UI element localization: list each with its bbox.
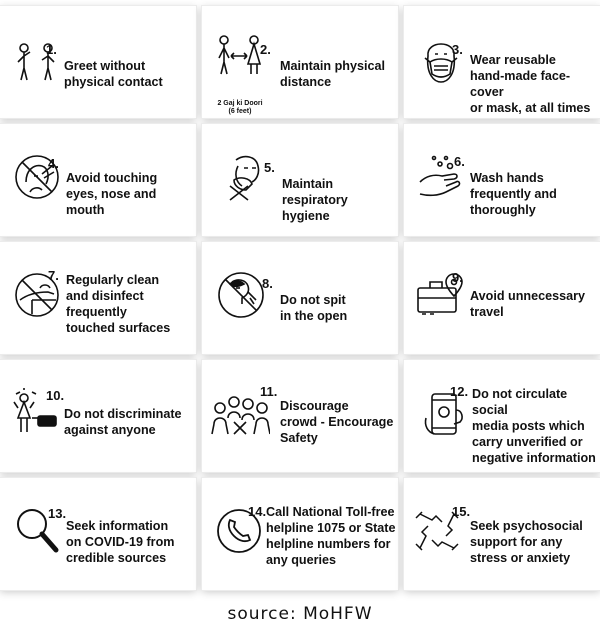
distance-note: 2 Gaj ki Doori (6 feet) [217,100,263,115]
tip-number: 4. [48,156,59,171]
tip-text: Call National Toll-free helpline 1075 or State helpline numbers for any queries [266,505,396,567]
tip-text: Regularly clean and disinfect frequently touched surfaces [66,273,171,335]
tip-number: 3. [452,42,463,57]
tip-card-2 [202,6,398,118]
tip-card-8 [202,242,398,354]
tip-text: Maintain respiratory hygiene [282,177,348,223]
tip-number: 5. [264,160,275,175]
tip-text: Wear reusable hand-made face-cover or mask, at all times [470,53,591,115]
tip-text: Avoid touching eyes, nose and mouth [66,171,158,217]
tip-card-1 [0,6,196,118]
tip-number: 12. [450,384,469,399]
tip-card-5 [202,124,398,236]
tip-text: Do not spit in the open [280,293,348,323]
tip-text: Discourage crowd - Encourage Safety [280,399,394,445]
tip-text: Do not circulate social media posts which carry unverified or negative information [472,387,596,465]
distance-icon [214,32,264,88]
source-caption: source: MoHFW [227,604,373,624]
tip-card-10 [0,360,196,472]
tip-text: Wash hands frequently and thoroughly [470,171,557,217]
tip-number: 9. [452,270,463,285]
tip-card-11 [202,360,398,472]
tip-text: Avoid unnecessary travel [470,289,586,319]
tip-number: 8. [262,276,273,291]
no-spit-icon [216,270,266,326]
tip-text: Do not discriminate against anyone [64,407,182,437]
tip-number: 7. [48,268,59,283]
tip-text: Seek information on COVID-19 from credible sources [66,519,175,565]
tip-text: Greet without physical contact [64,59,163,89]
tip-number: 1. [46,42,57,57]
tip-number: 14. [248,504,267,519]
tip-card-14 [202,478,398,590]
tip-number: 13. [48,506,67,521]
tip-number: 11. [260,384,278,399]
tip-card-15 [404,478,600,590]
tip-number: 2. [260,42,271,57]
tip-number: 10. [46,388,65,403]
tip-number: 15. [452,504,471,519]
tip-card-13 [0,478,196,590]
tip-card-7 [0,242,196,354]
tip-card-3 [404,6,600,118]
tip-text: Maintain physical distance [280,59,385,89]
tip-card-6 [404,124,600,236]
tip-card-12 [404,360,600,472]
tip-text: Seek psychosocial support for any stress or anxiety [470,519,583,565]
tip-card-4 [0,124,196,236]
tip-number: 6. [454,154,465,169]
tip-card-9 [404,242,600,354]
